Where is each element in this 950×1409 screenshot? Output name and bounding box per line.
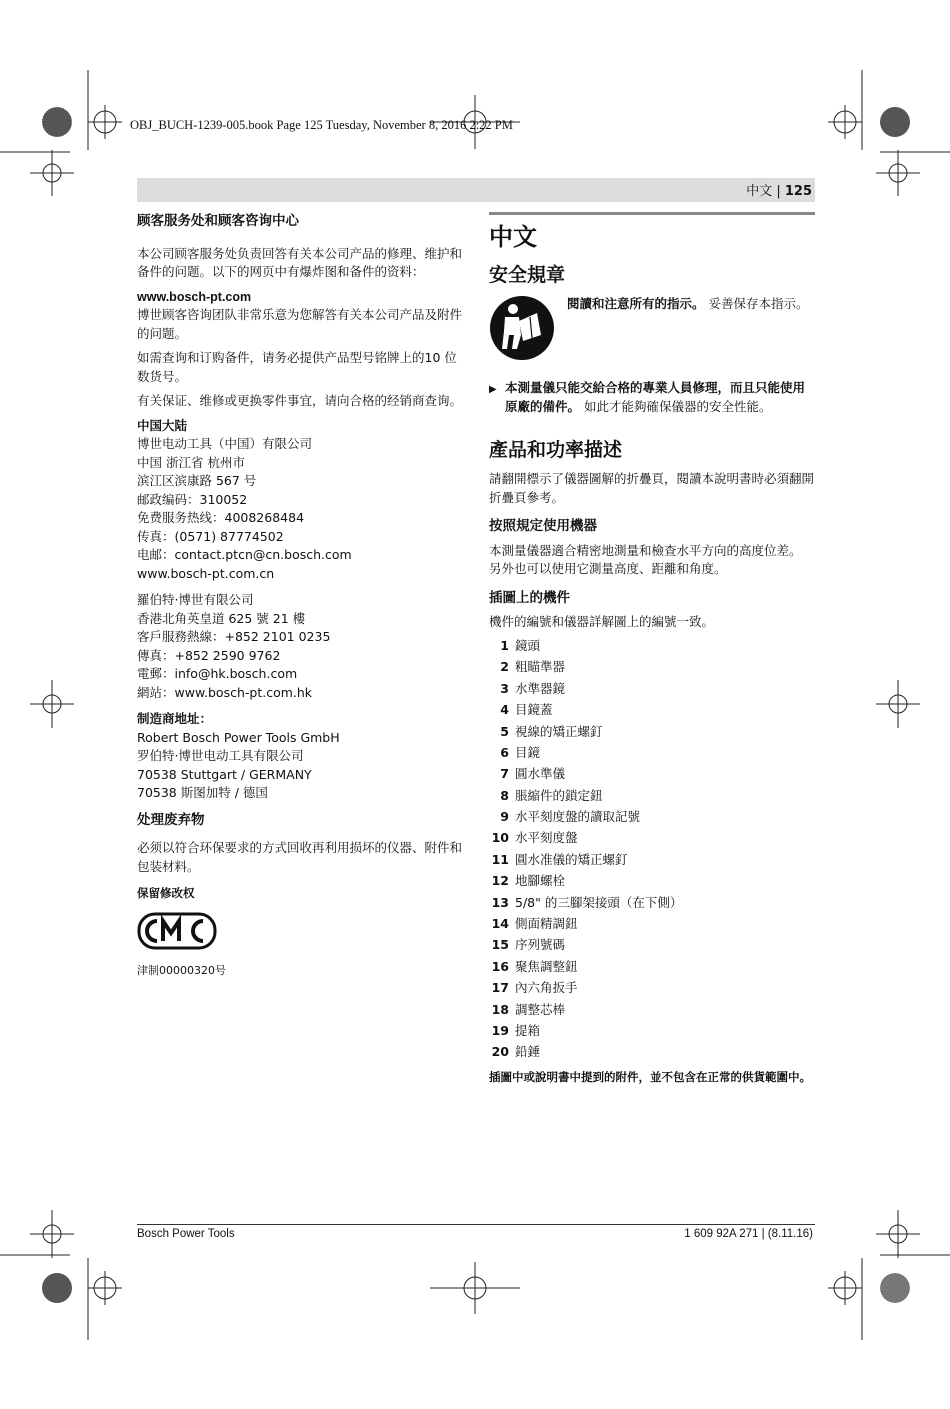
- service-paragraph-3: 如需查询和订购备件，请务必提供产品型号铭牌上的10 位数货号。: [137, 350, 457, 384]
- list-item: 1 鏡頭: [500, 637, 541, 653]
- safety-text: 妥善保存本指示。: [708, 296, 809, 311]
- mainland-title: 中国大陆: [137, 417, 188, 433]
- fax-line: 傳真：+852 2590 9762: [137, 647, 281, 663]
- address-line: 香港北角英皇道 625 號 21 樓: [137, 610, 306, 626]
- components-list: [489, 636, 815, 1064]
- list-item: 8 脹縮件的鎖定鈕: [500, 787, 603, 803]
- list-item: 5 視線的矯正螺釘: [500, 723, 603, 739]
- cmc-logo-icon: [137, 911, 217, 951]
- address-line: 70538 斯图加特 / 德国: [137, 785, 268, 800]
- list-item: 16 聚焦調整鈕: [491, 958, 578, 974]
- intended-use-title: 按照規定使用機器: [489, 518, 597, 534]
- page-header: [746, 180, 812, 199]
- warning-text: 如此才能夠確保儀器的安全性能。: [584, 398, 772, 414]
- repair-warning: [489, 379, 815, 416]
- website-line[interactable]: 網站：www.bosch-pt.com.hk: [137, 684, 313, 700]
- website-line[interactable]: www.bosch-pt.com.cn: [137, 565, 275, 581]
- list-item: 15 序列號碼: [491, 937, 566, 953]
- read-manual-icon: [489, 295, 555, 361]
- list-item: 13 5/8" 的三腳架接頭（在下側）: [491, 894, 683, 910]
- address-line: 博世电动工具（中国）有限公司: [137, 436, 313, 451]
- list-item: 12 地腳螺栓: [491, 873, 566, 889]
- product-title: 產品和功率描述: [489, 439, 623, 461]
- disposal-text: 必须以符合环保要求的方式回收再利用损坏的仪器、附件和包装材料。: [137, 840, 463, 874]
- list-item: 2 粗瞄準器: [500, 659, 566, 675]
- intended-use-text: 本測量儀器適合精密地測量和檢查水平方向的高度位差。 另外也可以使用它測量高度、距離和角度。: [489, 542, 802, 576]
- print-info-line: OBJ_BUCH-1239-005.book Page 125 Tuesday, November 8, 2016 2:22 PM: [130, 118, 513, 132]
- address-line: 羅伯特·博世有限公司: [137, 592, 254, 607]
- service-url[interactable]: www.bosch-pt.com: [137, 289, 252, 304]
- disposal-title: 处理废弃物: [137, 811, 205, 828]
- list-item: 14 側面精調鈕: [491, 916, 578, 932]
- safety-notice: [489, 295, 815, 361]
- address-line: 滨江区滨康路 567 号: [137, 473, 257, 488]
- list-item: 18 調整芯棒: [491, 1001, 566, 1017]
- list-item: 9 水平刻度盤的讀取記號: [500, 809, 641, 825]
- page-number: 125: [784, 184, 812, 199]
- manufacturer-title: 制造商地址：: [137, 711, 213, 726]
- safety-title: 安全規章: [489, 264, 566, 286]
- list-item: 6 目鏡: [500, 744, 541, 760]
- address-line: 中国 浙江省 杭州市: [137, 454, 245, 470]
- hotline-line: 客戶服務熱線：+852 2101 0235: [137, 629, 331, 644]
- list-item: 20 鉛錘: [491, 1044, 541, 1060]
- product-text: 請翻開標示了儀器圖解的折疊頁，閱讀本說明書時必須翻開折疊頁參考。: [489, 471, 815, 505]
- footer-doc-number: 1 609 92A 271 | (8.11.16): [684, 1228, 813, 1240]
- warning-bold: 本測量儀只能交給合格的專業人員修理，而且只能使用原廠的備件。: [505, 380, 806, 414]
- rights-reserved: 保留修改权: [137, 886, 195, 900]
- list-item: 19 提箱: [491, 1022, 541, 1038]
- list-item: 3 水準器鏡: [500, 680, 566, 696]
- address-line: 70538 Stuttgart / GERMANY: [137, 766, 312, 782]
- list-item: 17 內六角扳手: [491, 980, 578, 996]
- right-column: [489, 212, 815, 1086]
- footer-rule: [137, 1224, 815, 1225]
- bullet-arrow-icon: ▶: [489, 384, 497, 395]
- components-intro: 機件的編號和儀器詳解圖上的編號一致。: [489, 614, 715, 629]
- hotline-line: 免费服务热线：4008268484: [137, 510, 305, 525]
- list-item: 7 圓水準儀: [500, 766, 566, 782]
- list-item: 11 圓水准儀的矯正螺釘: [491, 851, 628, 867]
- address-line: 罗伯特·博世电动工具有限公司: [137, 748, 304, 763]
- left-column: [137, 212, 467, 987]
- mainland-address: [137, 435, 467, 583]
- service-paragraph-4: 有关保证、维修或更换零件事宜，请向合格的经销商查询。: [137, 393, 463, 408]
- list-item: 10 水平刻度盤: [491, 830, 578, 846]
- components-title: 插圖上的機件: [489, 589, 570, 606]
- email-line[interactable]: 電郵：info@hk.bosch.com: [137, 666, 298, 681]
- footer-brand: Bosch Power Tools: [137, 1228, 235, 1240]
- manufacturer-address: [137, 729, 467, 803]
- header-language: 中文: [746, 184, 773, 199]
- accessories-note: 插圖中或說明書中提到的附件，並不包含在正常的供貨範圍中。: [489, 1070, 811, 1085]
- hk-address: [137, 591, 467, 702]
- service-title: 顾客服务处和顾客咨询中心: [137, 213, 299, 229]
- section-rule: [489, 212, 815, 215]
- email-line[interactable]: 电邮：contact.ptcn@cn.bosch.com: [137, 547, 352, 562]
- language-title: 中文: [489, 223, 537, 251]
- cmc-logo: [137, 911, 467, 957]
- address-line: 邮政编码：310052: [137, 491, 248, 507]
- service-paragraph-1: 本公司顾客服务处负责回答有关本公司产品的修理、维护和备件的问题。以下的网页中有爆炸图和备件的资料：: [137, 245, 463, 279]
- header-bar: [137, 178, 815, 202]
- service-paragraph-2: 博世顾客咨询团队非常乐意为您解答有关本公司产品及附件的问题。: [137, 307, 463, 341]
- fax-line: 传真：(0571) 87774502: [137, 528, 284, 544]
- license-number: 津制00000320号: [137, 964, 226, 977]
- list-item: 4 目鏡蓋: [500, 702, 553, 718]
- safety-bold: 閱讀和注意所有的指示。: [567, 296, 705, 311]
- address-line: Robert Bosch Power Tools GmbH: [137, 729, 340, 745]
- header-separator: |: [776, 184, 785, 199]
